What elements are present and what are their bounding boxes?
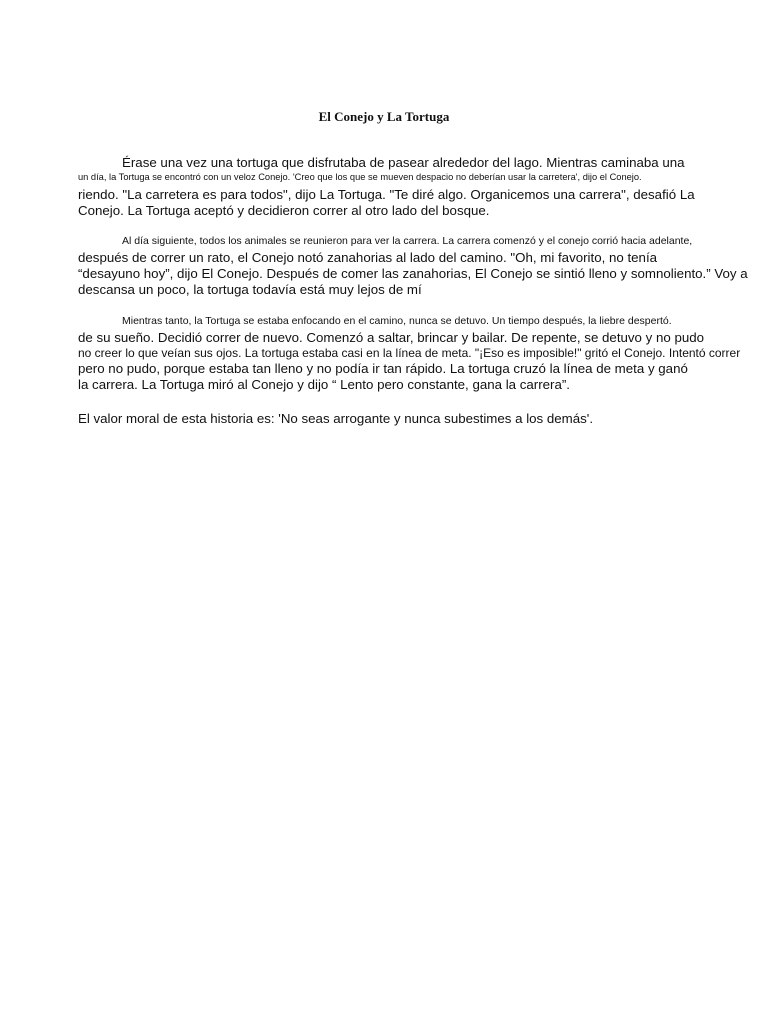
paragraph-2-line-1: Al día siguiente, todos los animales se reunieron para ver la carrera. La carrera comenzó y el conejo corrió hacia adelante, [122, 235, 693, 247]
paragraph-2-line-2: después de correr un rato, el Conejo notó zanahorias al lado del camino. "Oh, mi favorito, no tenía [78, 250, 658, 265]
paragraph-3-line-4: pero no pudo, porque estaba tan lleno y no podía ir tan rápido. La tortuga cruzó la línea de meta y ganó [78, 361, 688, 376]
paragraph-2-line-3: “desayuno hoy”, dijo El Conejo. Después de comer las zanahorias, El Conejo se sintió lleno y somnoliento.” Voy a [78, 266, 748, 281]
paragraph-3-line-1: Mientras tanto, la Tortuga se estaba enfocando en el camino, nunca se detuvo. Un tiempo después, la liebre despertó. [122, 315, 672, 327]
moral-line: El valor moral de esta historia es: 'No seas arrogante y nunca subestimes a los demás'. [78, 411, 594, 426]
paragraph-2-line-4: descansa un poco, la tortuga todavía está muy lejos de mí [78, 282, 422, 297]
paragraph-3-line-2: de su sueño. Decidió correr de nuevo. Comenzó a saltar, brincar y bailar. De repente, se detuvo y no pudo [78, 330, 705, 345]
paragraph-1-line-4: Conejo. La Tortuga aceptó y decidieron correr al otro lado del bosque. [78, 203, 490, 218]
paragraph-1-line-3: riendo. "La carretera es para todos", dijo La Tortuga. "Te diré algo. Organicemos una carrera", desafió La [78, 187, 695, 202]
document-title: El Conejo y La Tortuga [318, 109, 450, 124]
paragraph-3-line-5: la carrera. La Tortuga miró al Conejo y dijo “ Lento pero constante, gana la carrera”. [78, 377, 571, 392]
paragraph-1-line-2: un día, la Tortuga se encontró con un veloz Conejo. 'Creo que los que se mueven despacio no deberían usar la carretera', dijo el Conejo. [78, 172, 642, 182]
paragraph-1-line-1: Érase una vez una tortuga que disfrutaba de pasear alrededor del lago. Mientras caminaba una [122, 155, 685, 170]
paragraph-3-line-3: no creer lo que veían sus ojos. La tortuga estaba casi en la línea de meta. "¡Eso es imposible!" gritó el Conejo. Intentó correr [78, 346, 741, 360]
